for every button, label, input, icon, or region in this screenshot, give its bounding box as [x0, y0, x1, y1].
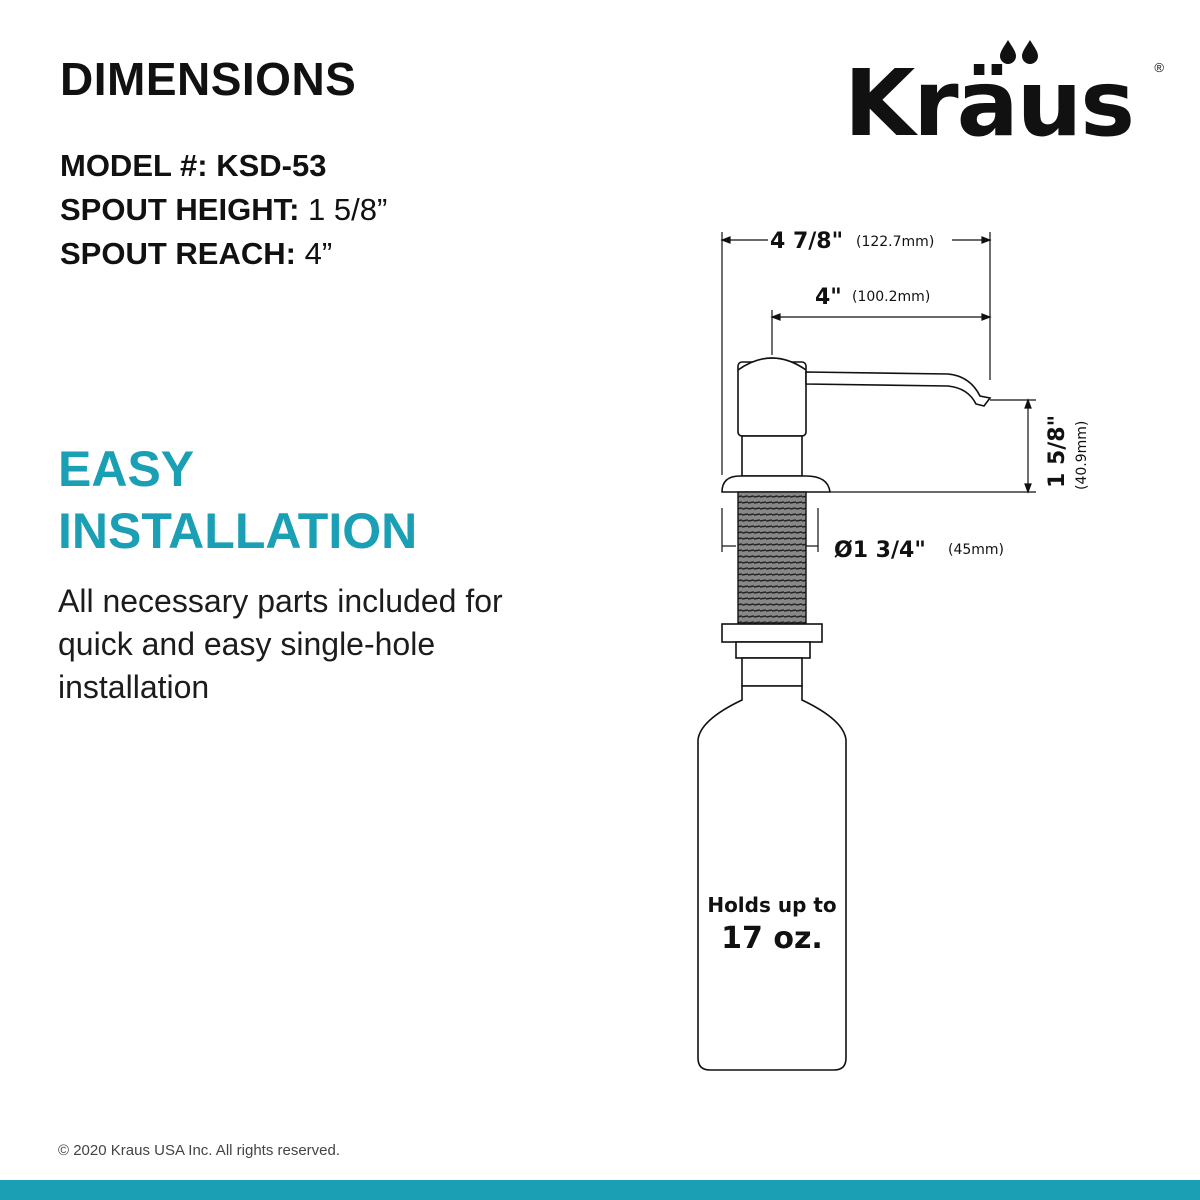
spec-label: SPOUT HEIGHT:	[60, 192, 300, 227]
spout-height-dimension	[830, 400, 1036, 492]
capacity-label: Holds up to	[707, 893, 837, 917]
spout-reach-mm: (100.2mm)	[852, 289, 931, 305]
spout-height-mm: (40.9mm)	[1074, 420, 1090, 490]
spout-reach-label: 4"	[815, 285, 842, 310]
deck-flange	[722, 476, 830, 492]
spout	[806, 372, 990, 406]
spec-label: MODEL #:	[60, 148, 208, 183]
spec-value: KSD-53	[216, 148, 327, 183]
soap-bottle	[698, 686, 846, 1070]
registered-mark: ®	[1154, 60, 1164, 75]
spec-label: SPOUT REACH:	[60, 236, 296, 271]
logo-wordmark: Kräus	[844, 50, 1133, 157]
overall-width-label: 4 7/8"	[770, 229, 844, 254]
spec-list	[60, 144, 387, 276]
shank-diameter-mm: (45mm)	[948, 542, 1005, 558]
copyright-notice: © 2020 Kraus USA Inc. All rights reserved.	[58, 1142, 341, 1159]
spout-height-label: 1 5/8"	[1045, 414, 1070, 488]
spec-value: 1 5/8”	[308, 192, 388, 227]
feature-title-line: EASY	[58, 441, 195, 497]
spec-model	[60, 144, 387, 188]
overall-width-mm: (122.7mm)	[856, 234, 935, 250]
feature-description: All necessary parts included for quick and easy single-hole installation	[58, 583, 503, 705]
spec-value: 4”	[304, 236, 333, 271]
pump-head	[738, 358, 806, 476]
shank-diameter-label: Ø1 3/4"	[834, 538, 926, 563]
spec-spout-reach	[60, 232, 387, 276]
page-title: DIMENSIONS	[60, 53, 357, 105]
kraus-logo	[840, 30, 1170, 157]
spout-reach-dimension	[772, 310, 990, 355]
spec-spout-height	[60, 188, 387, 232]
mounting-nut	[722, 624, 822, 686]
dispenser-diagram	[640, 200, 1160, 1100]
threaded-shank	[738, 492, 806, 624]
feature-title-line: INSTALLATION	[58, 503, 418, 559]
feature-title	[58, 438, 417, 562]
accent-bar	[0, 1180, 1200, 1200]
capacity-value: 17 oz.	[721, 921, 823, 956]
